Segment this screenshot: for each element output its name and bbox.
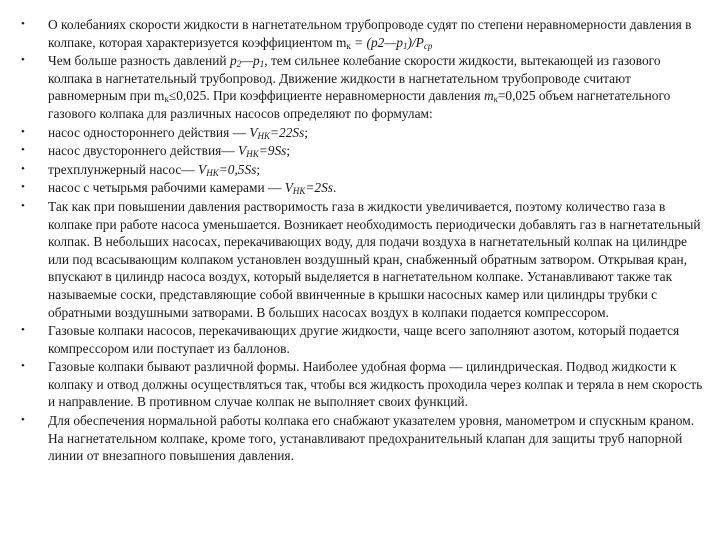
item-text: Газовые колпаки насосов, перекачивающих другие жидкости, чаще всего заполняют азотом, который подается компрессором или поступает из баллонов. [48, 323, 680, 356]
item-text: =0,025 объем нагнетательного газового колпака для различных насосов определяют по формулам: [48, 88, 671, 121]
formula-text: V [238, 143, 247, 159]
formula-subscript: ср [423, 40, 433, 51]
bullet-marker: • [21, 18, 25, 30]
formula-text: V [198, 161, 207, 177]
formula-text: m [483, 88, 494, 104]
formula-subscript: НК [292, 186, 306, 197]
item-text: насос двустороннего действия— [48, 143, 239, 159]
item-text: . [333, 180, 337, 196]
list-item [0, 52, 706, 122]
formula-subscript: к [493, 94, 498, 105]
bullet-marker: • [21, 414, 25, 427]
item-text: , тем сильнее колебание скорости жидкости, вытекающей из газового колпака в нагнетательный трубопровод. Движение жидкости в нагнетательном трубопроводе считают равномерным при m [48, 53, 661, 104]
formula-text: V [249, 124, 258, 140]
formula-subscript: к [346, 40, 351, 51]
bullet-marker: • [21, 181, 25, 194]
bullet-marker: • [21, 54, 25, 67]
formula-subscript: НК [246, 149, 259, 160]
list-item [0, 322, 706, 357]
bullet-list [0, 16, 706, 465]
formula-subscript: НК [257, 130, 270, 141]
item-text: ; [304, 124, 309, 140]
list-item [0, 16, 706, 51]
formula-text: p [229, 53, 237, 69]
bullet-marker: • [21, 125, 25, 138]
item-text: ≤0,025. При коэффициенте неравномерности давления [168, 88, 484, 104]
bullet-marker: • [21, 199, 25, 212]
formula-subscript: 2 [236, 59, 242, 70]
list-item [0, 161, 706, 179]
item-text: ; [286, 143, 291, 159]
formula-text: = (p2—p [350, 34, 403, 50]
list-item [0, 412, 706, 465]
item-text: О колебаниях скорости жидкости в нагнетательном трубопроводе судят по степени неравномерности давления в колпаке, которая характеризуется коэффициентом m [48, 17, 692, 50]
item-text: насос с четырьмя рабочими камерами — [48, 180, 285, 196]
bullet-marker: • [21, 360, 25, 373]
formula-subscript: 1 [259, 59, 265, 70]
formula-text: =0,5Ss [218, 161, 257, 177]
bullet-marker: • [21, 324, 25, 337]
item-text: Так как при повышении давления растворимость газа в жидкости увеличивается, поэтому количество газа в колпаке при работе насоса уменьшается. Возникает необходимость периодически добавлять газ в нагнетательный колпак. В небольших насосах, перекачивающих воду, для подачи воздуха в нагнетательный колпак на цилиндре или под всасывающим колпаком установлен воздушный кран, снабженный обратным затвором. Открывая кран, впускают в цилиндр насоса воздух, который выделяется в нагнетательном колпаке. Устанавливают также так называемые соски, представляющие собой ввинченные в крышки насосных камер или цилиндры трубки с обратными воздушными затворами. В больших насосах воздух в колпаки подается компрессором. [48, 198, 701, 320]
item-text: Для обеспечения нормальной работы колпака его снабжают указателем уровня, манометром и спускным краном. На нагнетательном колпаке, кроме того, устанавливают предохранительный клапан для защиты труб напорной линии от внезапного повышения давления. [48, 413, 695, 464]
bullet-marker: • [21, 144, 25, 157]
list-item [0, 124, 706, 142]
formula-text: =2Ss [305, 180, 334, 196]
item-text: ; [256, 161, 261, 177]
formula-subscript: к [164, 94, 169, 105]
list-item [0, 142, 706, 160]
item-text: трехплунжерный насос— [48, 161, 199, 177]
formula-text: =22Ss [270, 124, 305, 140]
formula-subscript: 1 [402, 40, 408, 51]
formula-text: )/P [407, 34, 424, 50]
item-text: Чем больше разность давлений [48, 53, 230, 69]
list-item [0, 198, 706, 321]
formula-text: V [284, 180, 293, 196]
bullet-marker: • [21, 162, 25, 175]
item-text: насос одностороннего действия — [48, 124, 250, 140]
formula-text: —p [241, 53, 260, 69]
item-text: Газовые колпаки бывают различной формы. Наиболее удобная форма — цилиндрическая. Подвод жидкости к колпаку и отвод должны осуществляться так, чтобы вся жидкость проходила через колпак и теряла в нем скорость и направление. В противном случае колпак не выполняет своих функций. [48, 359, 703, 410]
list-item [0, 358, 706, 411]
list-item [0, 179, 706, 197]
formula-subscript: НК [206, 167, 219, 178]
formula-text: =9Ss [258, 143, 287, 159]
